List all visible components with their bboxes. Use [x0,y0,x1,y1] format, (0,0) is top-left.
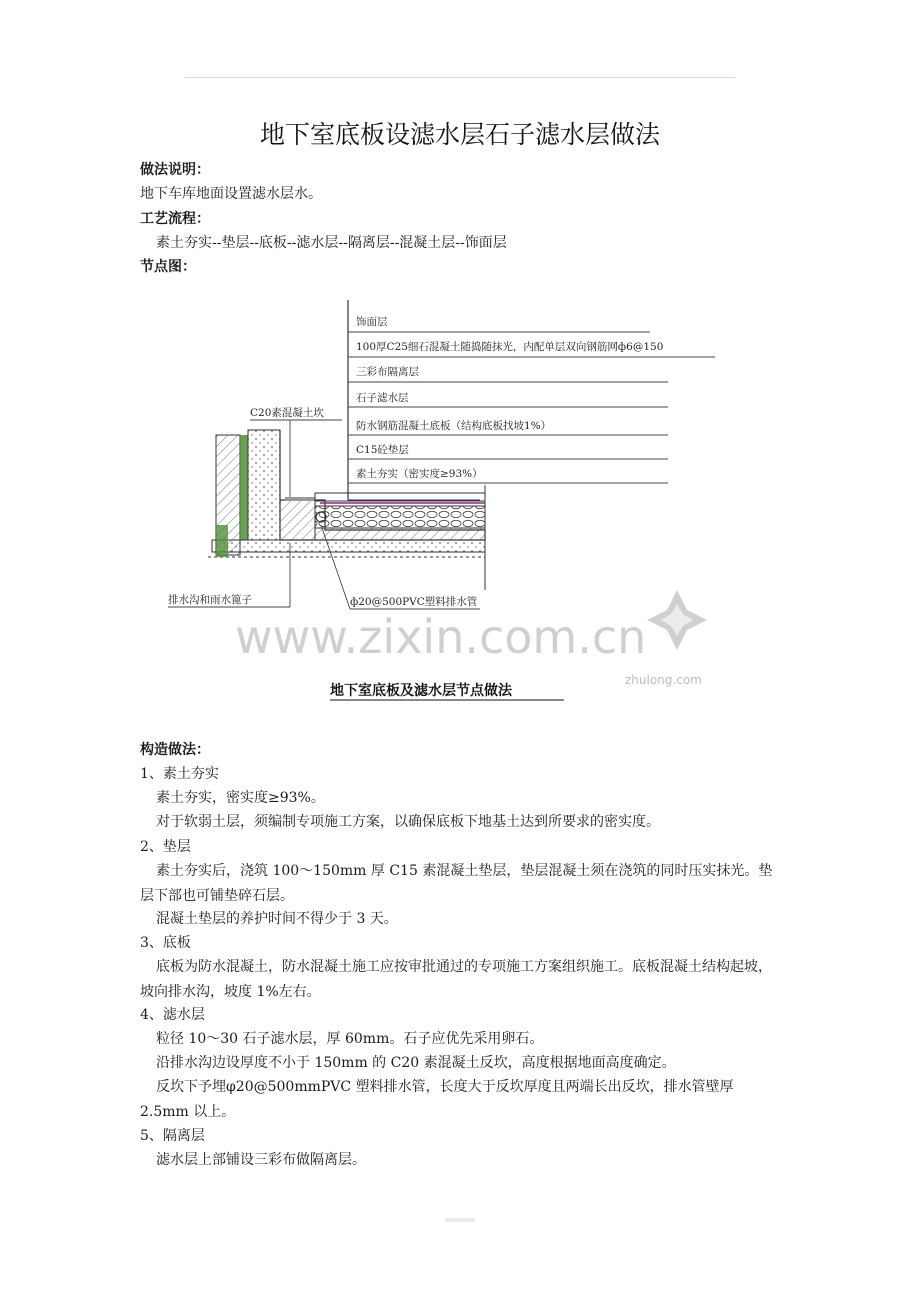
waterproof-membrane [240,435,248,540]
layer-label-5: 防水钢筋混凝土底板（结构底板找坡1%） [356,420,552,432]
gravel-layer [315,506,485,528]
item-4-para-2: 沿排水沟边设厚度不小于 150mm 的 C20 素混凝土反坎，高度根据地面高度确定。 [156,1055,676,1071]
item-5-para-1: 滤水层上部铺设三彩布做隔离层。 [156,1152,366,1168]
layer-label-4: 石子滤水层 [356,392,409,404]
curb-label: C20素混凝土坎 [250,407,324,419]
item-1-para-1: 素土夯实，密实度≥93%。 [156,790,325,806]
item-2-para-1: 素土夯实后，浇筑 100～150mm 厚 C15 素混凝土垫层，垫层混凝土须在浇筑的同时压实抹光。垫层下部也可铺垫碎石层。 [140,863,773,904]
logo-text: zhulong.com [625,673,702,687]
figure-caption: 地下室底板及滤水层节点做法 [330,683,512,699]
method-text: 地下车库地面设置滤水层水。 [140,186,322,202]
process-heading: 工艺流程： [140,211,210,227]
item-1-heading: 1、素土夯实 [140,766,219,782]
item-4-heading: 4、滤水层 [140,1007,205,1023]
layer-label-2: 100厚C25细石混凝土随捣随抹光，内配单层双向钢筋网ф6@150 [356,341,664,353]
item-3-para-1: 底板为防水混凝土，防水混凝土施工应按审批通过的专项施工方案组织施工。底板混凝土结构起坡，坡向排水沟，坡度 1%左右。 [140,959,772,1000]
layer-label-3: 三彩布隔离层 [356,366,419,378]
node-heading: 节点图： [140,259,196,275]
process-text: 素土夯实--垫层--底板--滤水层--隔离层--混凝土层--饰面层 [156,235,507,251]
trench [280,500,315,540]
item-5-heading: 5、隔离层 [140,1128,205,1144]
pipe-label: ф20@500PVC塑料排水管 [350,596,478,608]
layer-label-6: C15砼垫层 [356,444,409,456]
item-4-para-3: 反坎下予埋φ20@500mmPVC 塑料排水管，长度大于反坎厚度且两端长出反坎，排水管壁厚 2.5mm 以上。 [140,1079,734,1120]
method-heading: 做法说明： [140,162,210,178]
layer-labels [348,315,715,483]
watermark: www.zixin.com.cn [235,610,647,664]
footer-mark [445,1218,475,1222]
construction-heading: 构造做法： [140,742,210,758]
item-2-heading: 2、垫层 [140,839,191,855]
layer-label-7: 素土夯实（密实度≥93%） [356,468,483,480]
base-slab [315,528,485,540]
header-rule [185,77,735,78]
node-detail-figure [150,285,770,725]
item-1-para-2: 对于软弱土层，须编制专项施工方案，以确保底板下地基土达到所要求的密实度。 [156,814,660,830]
zhulong-logo-icon [647,590,707,650]
item-2-para-2: 混凝土垫层的养护时间不得少于 3 天。 [156,911,398,927]
c15-cushion [212,540,485,552]
page-title: 地下室底板设滤水层石子滤水层做法 [259,120,660,149]
item-4-para-1: 粒径 10～30 石子滤水层，厚 60mm。石子应优先采用卵石。 [156,1031,544,1047]
layer-label-1: 饰面层 [356,316,388,328]
trench-label: 排水沟和雨水篦子 [168,594,252,606]
item-3-heading: 3、底板 [140,935,191,951]
